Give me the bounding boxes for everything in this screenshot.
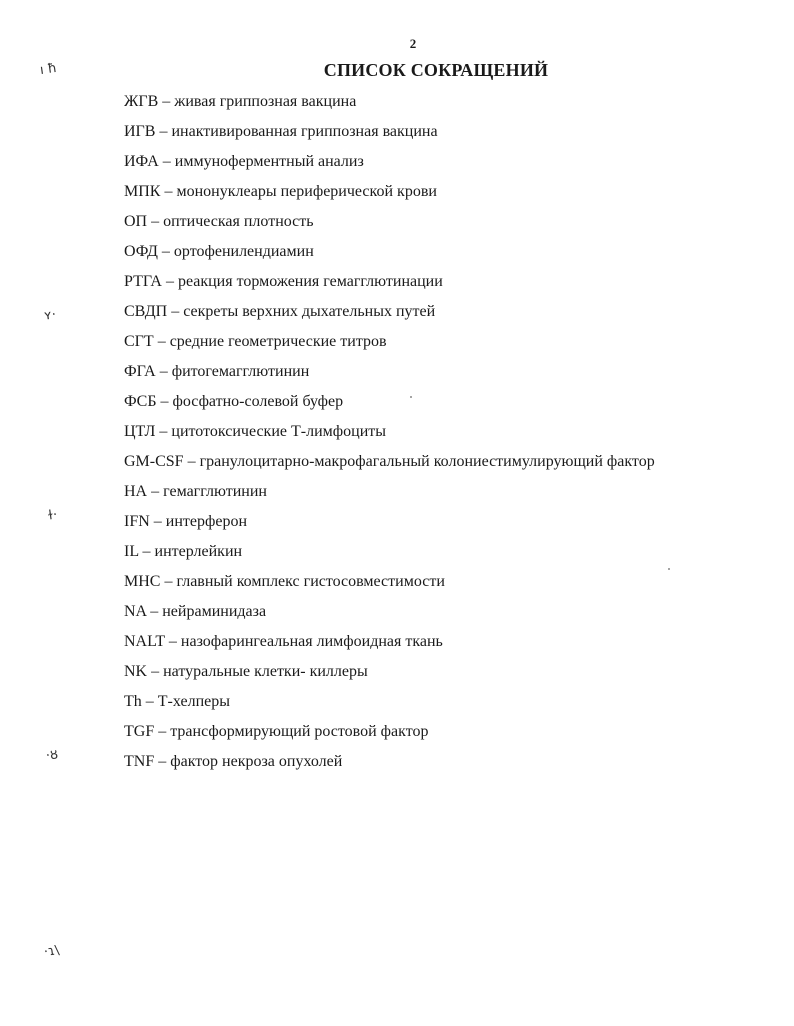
abbreviation-separator: – (183, 453, 200, 470)
abbreviation-term: IL (124, 543, 139, 560)
abbreviation-term: ЖГВ (124, 93, 159, 110)
abbreviation-item (124, 480, 655, 510)
abbreviation-item (124, 330, 655, 360)
abbreviation-separator: – (160, 573, 177, 590)
abbreviation-definition: назофарингеальная лимфоидная ткань (180, 633, 443, 650)
abbreviation-term: ИГВ (124, 123, 156, 140)
page-title: СПИСОК СОКРАЩЕНИЙ (323, 60, 549, 80)
abbreviation-term: GM-CSF (124, 453, 184, 470)
abbreviation-item (124, 300, 655, 330)
abbreviation-term: NALT (124, 633, 165, 650)
abbreviation-definition: фитогемагглютинин (171, 363, 310, 380)
margin-mark: ʏ· (43, 307, 58, 324)
abbreviation-definition: главный комплекс гистосовместимости (176, 573, 445, 590)
abbreviation-separator: – (155, 423, 172, 440)
abbreviation-item (124, 450, 655, 480)
abbreviation-term: NK (124, 663, 148, 680)
abbreviation-definition: нейраминидаза (162, 603, 267, 620)
abbreviation-term: IFN (124, 513, 150, 530)
abbreviation-term: ФГА (124, 363, 156, 380)
abbreviation-item (124, 390, 655, 420)
abbreviation-definition: секреты верхних дыхательных путей (183, 303, 436, 320)
abbreviation-definition: реакция торможения гемагглютинации (177, 273, 443, 290)
abbreviation-item (124, 690, 655, 720)
abbreviation-item (124, 660, 655, 690)
abbreviation-item (124, 630, 655, 660)
page-number: 2 (409, 36, 417, 51)
abbreviation-separator: – (164, 633, 181, 650)
abbreviation-definition: гранулоцитарно-макрофагальный колониестимулирующий фактор (199, 453, 655, 470)
abbreviation-separator: – (147, 663, 164, 680)
abbreviation-definition: Т-хелперы (157, 693, 230, 710)
abbreviation-separator: – (158, 153, 175, 170)
abbreviation-definition: мононуклеары периферической крови (176, 183, 437, 200)
abbreviation-item (124, 750, 655, 780)
abbreviation-item (124, 510, 655, 540)
abbreviation-item (124, 150, 655, 180)
abbreviation-definition: живая гриппозная вакцина (174, 93, 357, 110)
abbreviation-term: РТГА (124, 273, 162, 290)
abbreviation-item (124, 180, 655, 210)
abbreviation-separator: – (155, 123, 172, 140)
abbreviation-definition: ортофенилендиамин (173, 243, 314, 260)
abbreviation-term: МНС (124, 573, 161, 590)
abbreviation-separator: – (157, 243, 174, 260)
abbreviation-separator: – (161, 273, 178, 290)
abbreviation-term: ОФД (124, 243, 158, 260)
abbreviation-separator: – (158, 93, 175, 110)
abbreviation-term: СГТ (124, 333, 154, 350)
abbreviation-definition: средние геометрические титров (169, 333, 387, 350)
abbreviation-definition: иммуноферментный анализ (174, 153, 364, 170)
margin-mark: ɫ· (47, 507, 59, 524)
abbreviation-definition: оптическая плотность (163, 213, 314, 230)
abbreviation-definition: интерлейкин (154, 543, 243, 560)
abbreviation-term: НА (124, 483, 148, 500)
abbreviation-term: ФСБ (124, 393, 157, 410)
abbreviation-definition: инактивированная гриппозная вакцина (171, 123, 438, 140)
margin-mark: ·ȣ (45, 747, 60, 764)
abbreviation-item (124, 600, 655, 630)
abbreviation-separator: – (155, 363, 172, 380)
abbreviation-separator: – (153, 333, 170, 350)
abbreviation-separator: – (156, 393, 173, 410)
abbreviation-item (124, 90, 655, 120)
abbreviation-item (124, 360, 655, 390)
scan-speck (410, 396, 412, 398)
abbreviation-item (124, 210, 655, 240)
abbreviation-term: ИФА (124, 153, 159, 170)
margin-mark: ı ħ (39, 60, 58, 79)
abbreviation-definition: интерферон (165, 513, 248, 530)
abbreviation-term: МПК (124, 183, 161, 200)
abbreviation-definition: фосфатно-солевой буфер (172, 393, 344, 410)
abbreviation-term: Th (124, 693, 142, 710)
abbreviation-separator: – (167, 303, 184, 320)
abbreviation-term: СВДП (124, 303, 168, 320)
margin-mark: ·ɿ\ (43, 943, 61, 960)
abbreviation-definition: трансформирующий ростовой фактор (170, 723, 429, 740)
abbreviation-term: TNF (124, 753, 155, 770)
scan-speck (668, 568, 670, 570)
abbreviation-definition: натуральные клетки- киллеры (163, 663, 368, 680)
abbreviation-item (124, 420, 655, 450)
abbreviation-list (124, 90, 655, 780)
abbreviation-definition: цитотоксические Т-лимфоциты (171, 423, 386, 440)
abbreviation-item (124, 570, 655, 600)
abbreviation-term: ОП (124, 213, 148, 230)
abbreviation-separator: – (146, 603, 163, 620)
abbreviation-term: TGF (124, 723, 155, 740)
abbreviation-separator: – (154, 753, 171, 770)
abbreviation-term: ЦТЛ (124, 423, 156, 440)
abbreviation-item (124, 240, 655, 270)
abbreviation-item (124, 540, 655, 570)
abbreviation-separator: – (149, 513, 166, 530)
abbreviation-definition: гемагглютинин (163, 483, 267, 500)
abbreviation-definition: фактор некроза опухолей (170, 753, 343, 770)
abbreviation-separator: – (141, 693, 158, 710)
abbreviation-separator: – (138, 543, 155, 560)
abbreviation-separator: – (160, 183, 177, 200)
abbreviation-separator: – (147, 213, 164, 230)
abbreviation-item (124, 120, 655, 150)
abbreviation-term: NA (124, 603, 147, 620)
abbreviation-item (124, 270, 655, 300)
abbreviation-item (124, 720, 655, 750)
abbreviation-separator: – (147, 483, 164, 500)
abbreviation-separator: – (154, 723, 171, 740)
